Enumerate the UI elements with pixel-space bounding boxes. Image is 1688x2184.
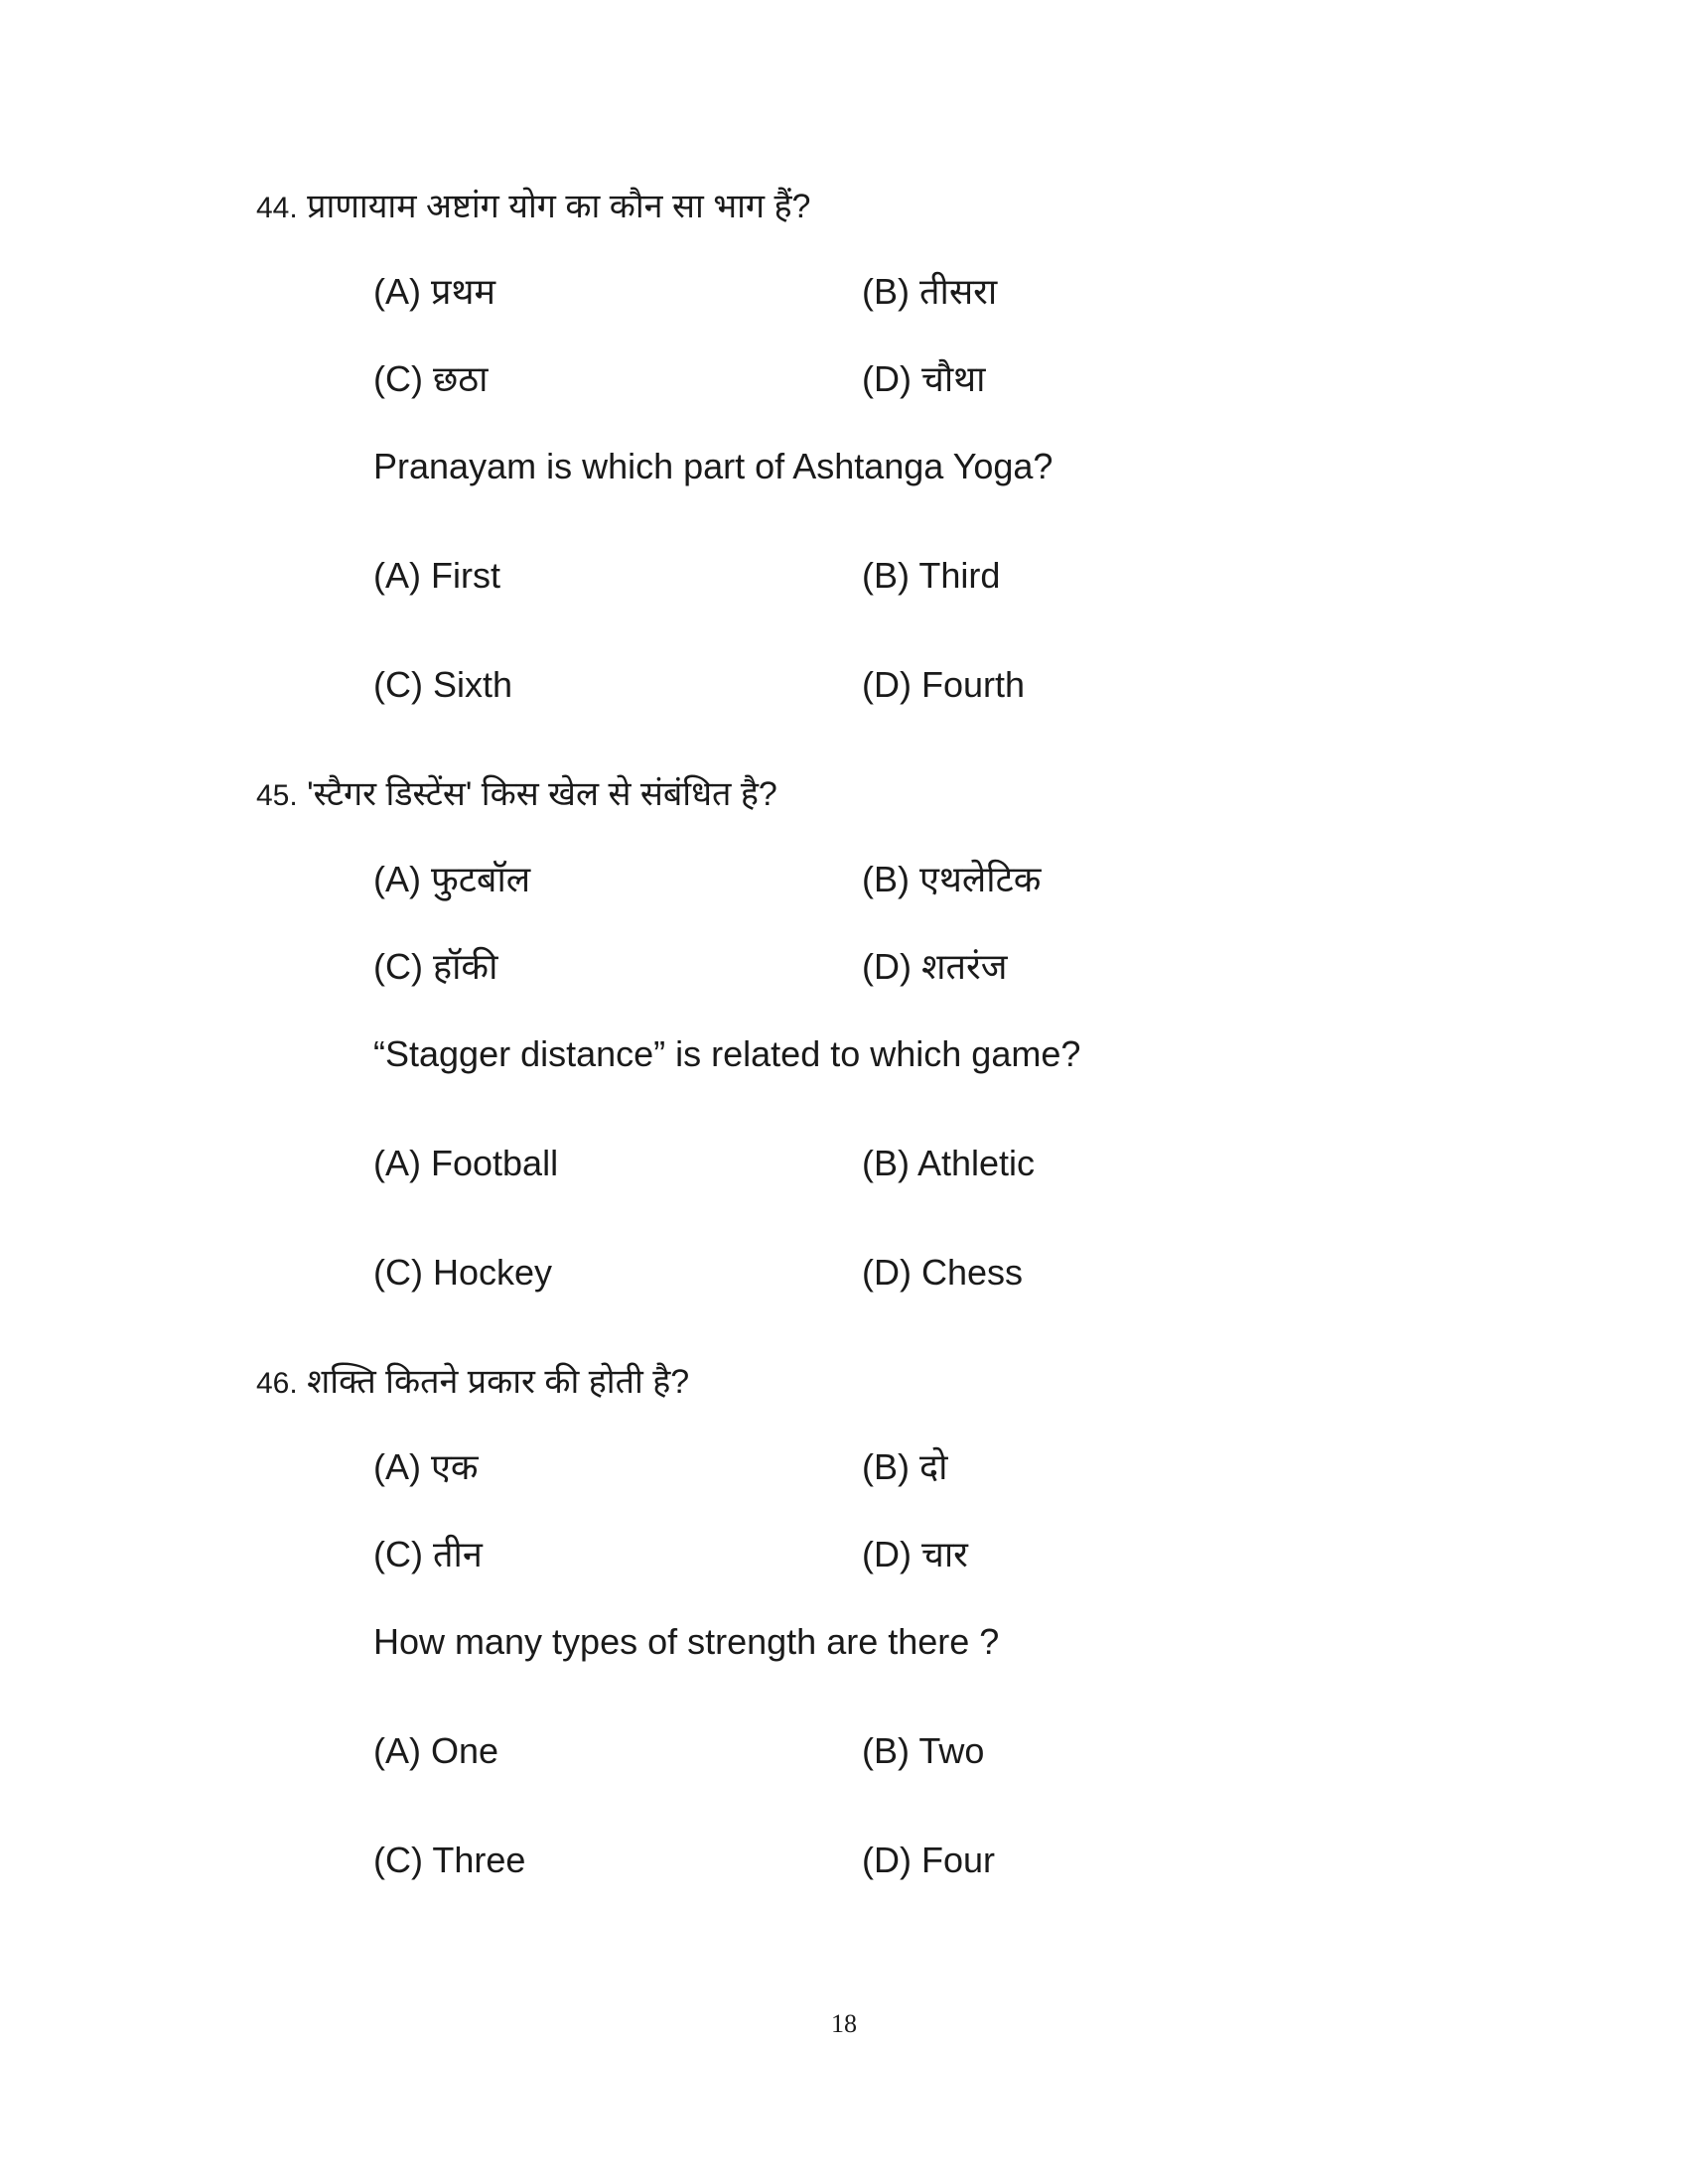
hindi-options-row-2 xyxy=(373,357,1466,401)
question-english-text: “Stagger distance” is related to which game? xyxy=(373,1033,1081,1074)
english-options-row-2 xyxy=(373,663,1466,707)
option-d-hindi: (D) चार xyxy=(862,1534,968,1574)
option-b-english: (B) Athletic xyxy=(862,1143,1036,1183)
option-d-hindi: (D) शतरंज xyxy=(862,946,1008,987)
english-options-row-2 xyxy=(373,1251,1466,1295)
question-45 xyxy=(256,774,1547,1293)
option-c-hindi: (C) तीन xyxy=(373,1534,483,1574)
question-number: 45. xyxy=(256,779,298,812)
option-c-english: (C) Sixth xyxy=(373,664,513,705)
hindi-options-row-2 xyxy=(373,945,1466,989)
option-c-hindi: (C) हॉकी xyxy=(373,946,498,987)
option-c-english: (C) Hockey xyxy=(373,1252,553,1293)
option-c-english: (C) Three xyxy=(373,1840,526,1880)
question-hindi-text xyxy=(256,1362,1547,1404)
hindi-options-row-1 xyxy=(373,270,1466,314)
option-b-hindi: (B) एथलेटिक xyxy=(862,859,1042,899)
page-number: 18 xyxy=(831,2009,857,2038)
option-d-english: (D) Four xyxy=(862,1840,995,1880)
english-options-row-1 xyxy=(373,1142,1466,1185)
hindi-options-row-1 xyxy=(373,858,1466,901)
english-options-row-1 xyxy=(373,554,1466,598)
english-options-row-2 xyxy=(373,1839,1466,1882)
option-b-english: (B) Third xyxy=(862,555,1001,596)
option-a-hindi: (A) प्रथम xyxy=(373,271,496,312)
hindi-options-row-1 xyxy=(373,1445,1466,1489)
option-b-hindi: (B) दो xyxy=(862,1446,948,1487)
option-d-english: (D) Fourth xyxy=(862,664,1026,705)
option-a-english: (A) One xyxy=(373,1730,499,1771)
question-hindi-stem: प्राणायाम अष्टांग योग का कौन सा भाग हैं? xyxy=(307,188,811,225)
option-a-hindi: (A) एक xyxy=(373,1446,479,1487)
option-b-english: (B) Two xyxy=(862,1730,985,1771)
question-hindi-stem: शक्ति कितने प्रकार की होती है? xyxy=(307,1363,690,1401)
option-c-hindi: (C) छठा xyxy=(373,358,489,399)
question-hindi-text xyxy=(256,187,1547,228)
question-english-text: Pranayam is which part of Ashtanga Yoga? xyxy=(373,446,1054,486)
question-number: 44. xyxy=(256,192,298,224)
english-options-row-1 xyxy=(373,1729,1466,1773)
option-a-english: (A) First xyxy=(373,555,500,596)
question-hindi-stem: 'स्टैगर डिस्टेंस' किस खेल से संबंधित है? xyxy=(307,775,777,813)
question-46 xyxy=(256,1362,1547,1880)
option-d-english: (D) Chess xyxy=(862,1252,1024,1293)
option-d-hindi: (D) चौथा xyxy=(862,358,986,399)
option-a-hindi: (A) फुटबॉल xyxy=(373,859,531,899)
question-number: 46. xyxy=(256,1367,298,1400)
hindi-options-row-2 xyxy=(373,1533,1466,1576)
option-a-english: (A) Football xyxy=(373,1143,559,1183)
question-44 xyxy=(256,187,1547,705)
option-b-hindi: (B) तीसरा xyxy=(862,271,998,312)
question-english-text: How many types of strength are there ? xyxy=(373,1621,1000,1662)
question-hindi-text xyxy=(256,774,1547,816)
